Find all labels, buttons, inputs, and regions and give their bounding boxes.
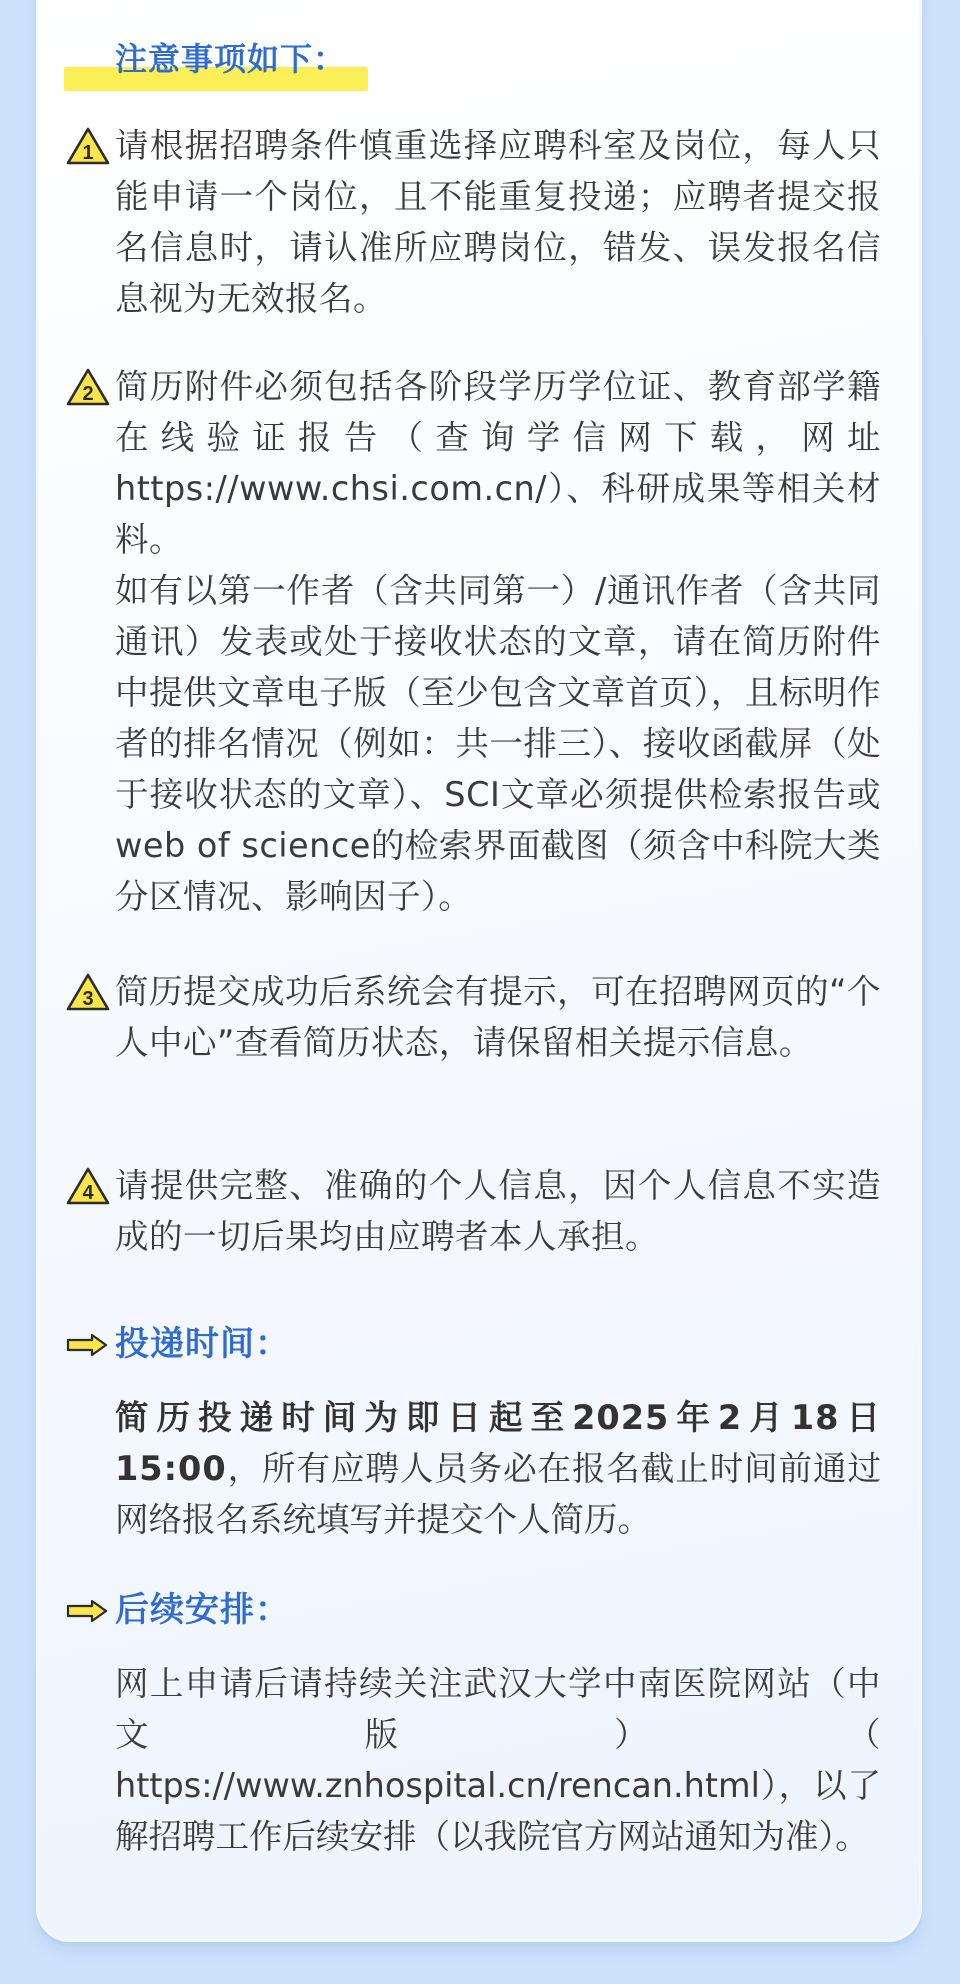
warning-2-icon [66,367,110,407]
delivery-section [66,1319,886,1545]
warning-1-icon [66,126,110,166]
notice-paragraph: 如有以第一作者（含共同第一）/通讯作者（含共同通讯）发表或处于接收状态的文章，请在简历附件中提供文章电子版（至少包含文章首页），且标明作者的排名情况（例如：共一排三）、接收函截屏（处于接收状态的文章）、SCI文章必须提供检索报告或web of science的检索界面截图（须含中科院大类分区情况、影响因子）。 [115,571,881,916]
followup-text [115,1658,881,1862]
svg-text:4: 4 [82,1182,94,1204]
notice-item-4 [66,1160,886,1262]
notice-item-text [115,120,881,324]
delivery-text [115,1392,881,1545]
followup-line-2: https://www.znhospital.cn/rencan.html），以了解招聘工作后续安排（以我院官方网站通知为准）。 [115,1766,881,1856]
svg-text:1: 1 [82,142,94,164]
notice-item-3 [66,966,886,1068]
warning-3-icon [66,972,110,1012]
notice-item-text [115,966,881,1068]
arrow-right-icon [66,1599,108,1623]
arrow-right-icon [66,1333,108,1357]
notice-item-text [115,1160,881,1262]
notice-item-2 [66,361,886,922]
delivery-instruction: ，所有应聘人员务必在报名截止时间前通过网络报名系统填写并提交个人简历。 [115,1449,881,1539]
followup-line-1: 网上申请后请持续关注武汉大学中南医院网站（中文版）（ [115,1664,881,1754]
svg-text:2: 2 [82,383,94,405]
delivery-title: 投递时间： [115,1324,290,1364]
notice-heading: 注意事项如下： [115,40,347,78]
notice-heading-block [64,36,346,82]
notice-paragraph: 简历附件必须包括各阶段学历学位证、教育部学籍在线验证报告（查询学信网下载，网址https://www.chsi.com.cn/）、科研成果等相关材料。 [115,367,881,559]
notice-item-text [115,361,881,922]
followup-section [66,1585,886,1862]
delivery-deadline: 简历投递时间为即日起至2025年2月18日15:00 [115,1398,881,1488]
notice-item-1 [66,120,886,324]
notice-paragraph: 简历提交成功后系统会有提示，可在招聘网页的“个人中心”查看简历状态，请保留相关提示信息。 [115,972,881,1062]
followup-title: 后续安排： [115,1590,290,1630]
warning-4-icon [66,1166,110,1206]
svg-text:3: 3 [82,988,94,1010]
notice-paragraph: 请提供完整、准确的个人信息，因个人信息不实造成的一切后果均由应聘者本人承担。 [115,1166,881,1256]
notice-paragraph: 请根据招聘条件慎重选择应聘科室及岗位，每人只能申请一个岗位，且不能重复投递；应聘者提交报名信息时，请认准所应聘岗位，错发、误发报名信息视为无效报名。 [115,126,881,318]
